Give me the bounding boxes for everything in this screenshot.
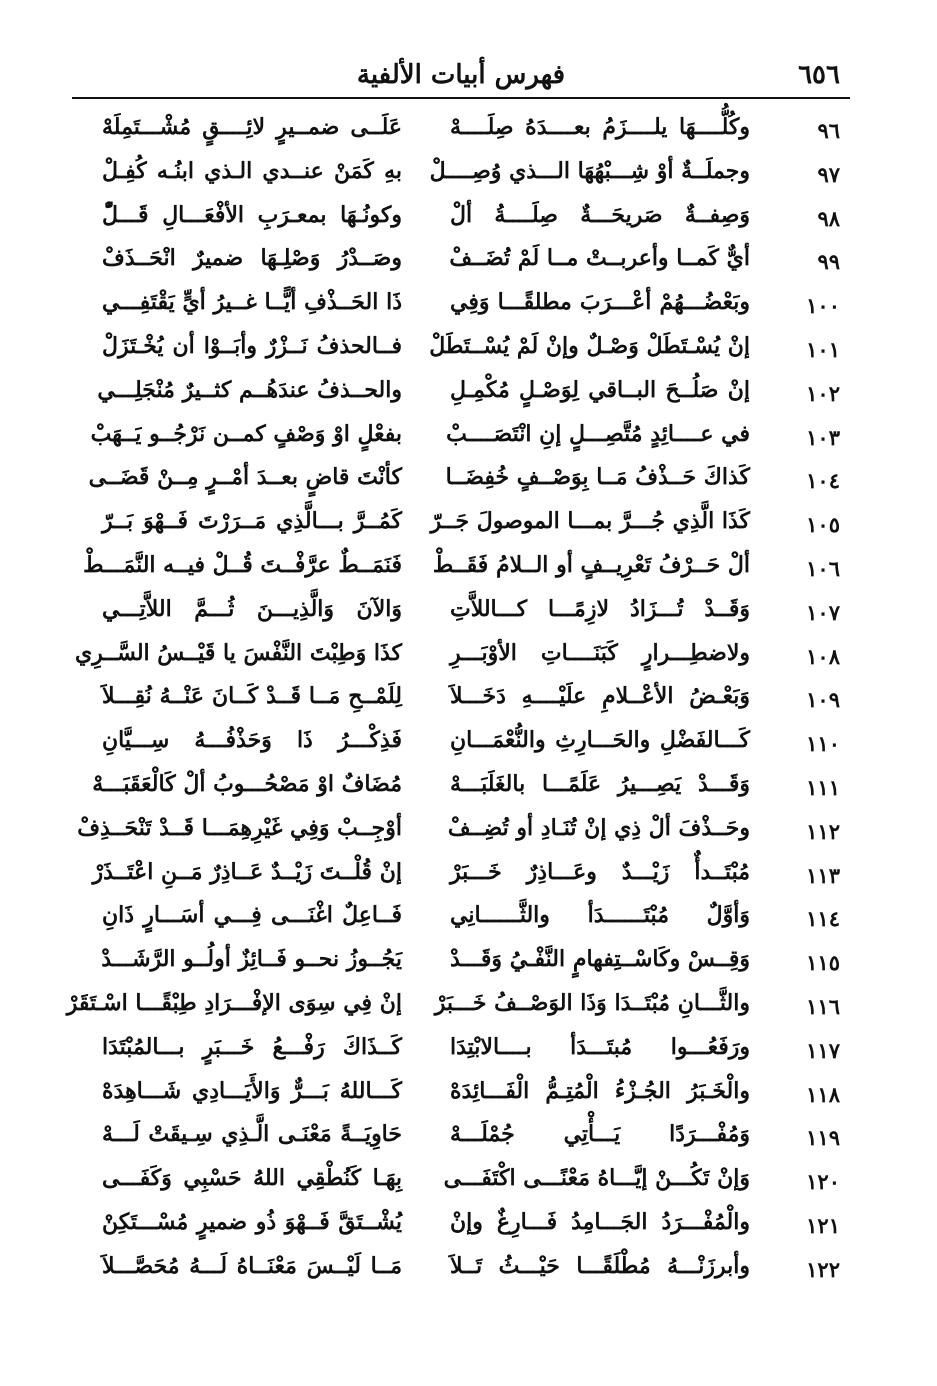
verse-first-hemistich: وَإنْ تَكُـــنْ إيَّـــاهُ مَعْنًـــى اكْتَفَـــى xyxy=(443,1165,750,1192)
verse-row xyxy=(72,638,850,682)
verse-number: ١٠٢ xyxy=(806,380,840,406)
verse-second-hemistich: ذَا الحَــذْفِ أيًّــا غــيرُ أيٍّ يَقْتَفِـــي xyxy=(102,289,402,316)
verse-number: ١٢٠ xyxy=(806,1169,840,1195)
verse-first-hemistich: ألْ حَــرْفُ تَعْرِيــفٍ أو الــلامُ فَقَــطْ xyxy=(432,551,750,578)
verse-row xyxy=(72,112,850,156)
verse-second-hemistich: لِلَمْــحِ مَــا قَــدْ كَــانَ عَنْــهُ نُقِـــلاَ xyxy=(102,683,402,710)
verse-first-hemistich: ولاضطِـــرارٍ كَبَنَــــاتِ الأوْبَـــرِ xyxy=(450,639,750,666)
verse-first-hemistich: مُبْتَــدأٌ زَيْـــدٌ وعَـــاذِرٌ خَـــبَرْ xyxy=(450,858,750,885)
verse-row xyxy=(72,550,850,594)
verse-second-hemistich: يُشْــتَقَّ فَــهْوَ ذُو ضميرٍ مُسْـــتَكِنْ xyxy=(102,1208,402,1235)
verse-number: ١١٧ xyxy=(806,1037,840,1063)
verse-first-hemistich: أيٌّ كَمــا وأعربــتْ مــا لَمْ تُضَــفْ xyxy=(449,245,750,272)
verse-row xyxy=(72,1119,850,1163)
verse-second-hemistich: مَــا لَيْــسَ مَعْنَــاهُ لَـــهُ مُحَصَّـــلاَ xyxy=(102,1252,402,1279)
verse-number: ١٠٤ xyxy=(806,468,840,494)
verse-row xyxy=(72,681,850,725)
verse-second-hemistich: بِهَـا كَنُطْقِي اللهُ حَسْبِي وَكَفَـــى xyxy=(102,1165,402,1192)
verse-row xyxy=(72,944,850,988)
verse-first-hemistich: في عــــائِدٍ مُتَّصِـــلٍ إنِ انْتَصَــــبْ xyxy=(446,420,750,447)
verse-second-hemistich: يَجُــوزُ نحــو فَــائِزٌ أولُــو الرَّشَـــدْ xyxy=(101,946,402,973)
verse-row xyxy=(72,594,850,638)
verse-row xyxy=(72,200,850,244)
verse-number: ١٠٠ xyxy=(806,293,840,319)
verse-number: ١١٤ xyxy=(806,906,840,932)
verse-second-hemistich: فــالحذفُ نَــزْرٌ وأبَــوْا أن يُخْـتَزَلْ xyxy=(102,332,402,359)
verse-second-hemistich: والحــذفُ عندَهُــم كثــيرٌ مُنْجَلِـــي xyxy=(97,376,402,403)
verse-first-hemistich: وَمُفْـــرَدًا يَـــأْتِي جُمْلَـــهْ xyxy=(450,1121,750,1148)
verse-first-hemistich: والْخَـبَرُ الجُـزْءُ الْمُتِـمُّ الْفَـــائِدَهْ xyxy=(450,1077,750,1104)
verse-number: ١٠١ xyxy=(806,336,840,362)
verse-second-hemistich: كأنْتَ قاضٍ بعــدَ أمْــرٍ مِــنْ قَضَــى xyxy=(88,464,402,491)
verse-first-hemistich: وَأوَّلٌ مُبْتَــــــدَأ والثَّــــــانِي xyxy=(450,902,750,929)
verse-row xyxy=(72,462,850,506)
verse-row xyxy=(72,769,850,813)
verse-row xyxy=(72,1076,850,1120)
verse-number: ١٠٥ xyxy=(806,512,840,538)
verse-number: ١٠٩ xyxy=(806,687,840,713)
verse-second-hemistich: فَذِكْـــرُ ذَا وَحَذْفُـــهُ سِـــيَّانِ xyxy=(102,727,402,754)
verse-second-hemistich: وَالآنَ وَالَّذِيـــنَ ثُـــمَّ اللاَّتِـــي xyxy=(102,595,402,622)
verse-number: ٩٨ xyxy=(817,205,840,231)
verse-second-hemistich: كَمُــرَّ بـــالَّذِي مَــرَرْتَ فَــهْوَ بَــرّ xyxy=(102,508,402,535)
verse-row xyxy=(72,900,850,944)
verse-first-hemistich: وَقِــسْ وكَاسْــتِفهامٍ النَّفْـيُ وَقَـــدْ xyxy=(450,946,750,973)
verse-number: ١٠٣ xyxy=(806,424,840,450)
verse-number: ١٠٧ xyxy=(806,599,840,625)
verse-first-hemistich: كَـــالفَضْلِ والحَـــارِثِ والنُّعْمَـــانِ xyxy=(450,727,750,754)
verse-second-hemistich: مُضَافٌ اوْ مَصْحُـــوبُ ألْ كَالْعَقَبَـــهْ xyxy=(92,770,402,797)
verse-first-hemistich: وحَــذْفَ ألْ ذِي إنْ تُنَـادِ أو تُضِــفْ xyxy=(447,814,750,841)
verse-first-hemistich: وَقَـــدْ يَصِـــيرُ عَلَمًـــا بالغَلَبَـــهْ xyxy=(450,770,750,797)
verse-number: ٩٩ xyxy=(817,249,840,275)
verse-number: ١١٣ xyxy=(806,862,840,888)
verse-row xyxy=(72,813,850,857)
page-number: ٦٥٦ xyxy=(798,60,840,90)
verse-number: ١١٩ xyxy=(806,1125,840,1151)
verse-number: ١١٨ xyxy=(806,1081,840,1107)
verse-number: ٩٦ xyxy=(817,118,840,143)
verse-row xyxy=(72,725,850,769)
verse-first-hemistich: إنْ صَلُــحَ البــاقي لِوَصْـلٍ مُكْمِـلِ xyxy=(450,376,750,403)
verse-second-hemistich: إنْ فِي سِوَى الإفْـــرَادِ طِبْقًـــا اسْـتَقَرْ xyxy=(66,989,402,1016)
page-header xyxy=(72,56,850,98)
verse-first-hemistich: كَذاكَ حَــذْفُ مَــا بِوَصْــفٍ خُفِضَــا xyxy=(445,464,750,491)
verse-second-hemistich: فَنَمَــطٌ عرَّفْــتَ قُــلْ فيــه النَّمَـــطْ xyxy=(83,551,402,578)
verse-number: ١٠٨ xyxy=(806,643,840,669)
verse-number: ١١٠ xyxy=(806,731,840,757)
verse-row xyxy=(72,243,850,287)
verse-row xyxy=(72,1032,850,1076)
verse-second-hemistich: كَـــاللهُ بَـــرٌّ وَالأَيَـــادِي شَـــاهِدَهْ xyxy=(102,1077,402,1104)
verse-second-hemistich: عَلَــى ضمــيرٍ لائِــــقٍ مُشْـــتَمِلَهْ xyxy=(102,114,402,140)
verse-first-hemistich: وجملَــةٌ أوْ شِـــبْهُهَا الـــذي وُصِــــلْ xyxy=(429,157,750,184)
verse-first-hemistich: والثَّـــانِ مُبْتَــدَا وَذَا الوَصْــفُ خَـــبَرْ xyxy=(434,989,750,1016)
verse-row xyxy=(72,156,850,200)
verse-first-hemistich: وكُلُّــــهَا يلــــزَمُ بعــــدَهُ صِلَــــهْ xyxy=(450,114,750,140)
verse-second-hemistich: إنْ قُلْــتَ زَيْــدٌ عَــاذِرٌ مَــنِ اعْتَــذَرْ xyxy=(92,858,402,885)
verse-row xyxy=(72,1251,850,1295)
header-rule xyxy=(72,97,850,99)
verse-row xyxy=(66,988,850,1032)
verse-first-hemistich: إنْ يُسْـتَطَلْ وَصْـلٌ وإنْ لَمْ يُسْــتَطَلْ xyxy=(429,332,750,359)
verse-second-hemistich: فَــاعِلٌ اغْنَـــى فِـــي أسَـــارٍ ذَانِ xyxy=(102,902,402,929)
verse-first-hemistich: وأبرزَنْـــهُ مُطْلَقًـــا حَيْـــثُ تَــلاَ xyxy=(450,1252,750,1279)
verse-number: ١٢١ xyxy=(806,1212,840,1238)
verse-row xyxy=(72,331,850,375)
verse-second-hemistich: وصَــدْرُ وَصْلِـهَا ضميرٌ انْحَــذَفْ xyxy=(102,245,402,272)
verse-first-hemistich: وَبَعْـضُ الأعْــلامِ علَيْــــهِ دَخَـــلاَ xyxy=(450,683,750,710)
verse-number: ١١٢ xyxy=(806,818,840,844)
verse-number: ٩٧ xyxy=(817,161,840,187)
verse-second-hemistich: كذَا وَطِبْتَ النَّفْسَ يا قَيْــسُ السَّــرِي xyxy=(74,639,402,666)
verse-second-hemistich: بفعْلٍ اوْ وَصْفٍ كمــن نَرْجُــو يَــهَبْ xyxy=(90,420,402,447)
verse-first-hemistich: وبَعْضُـــهُمْ أعْـــرَبَ مطلقًـــا وَفِي xyxy=(450,289,750,316)
verse-second-hemistich: وكونُـهَا بمعـرَبِ الأفْعَـــالِ قَـــلّْ xyxy=(102,201,402,228)
verse-row xyxy=(72,287,850,331)
verse-row xyxy=(72,1163,850,1207)
verse-row xyxy=(72,419,850,463)
verse-list xyxy=(66,112,850,1295)
verse-second-hemistich: أوْجِــبْ وَفِي غَيْرِهِمَـــا قَــدْ تَنْحَــذِفْ xyxy=(77,814,402,841)
verse-first-hemistich: كَذَا الَّذِي جُـــرَّ بمـــا الموصولَ جَــرّ xyxy=(430,508,750,535)
verse-row xyxy=(72,857,850,901)
verse-number: ١١٥ xyxy=(806,950,840,976)
verse-row xyxy=(72,1207,850,1251)
verse-second-hemistich: بهِ كَمَنْ عنــدي الـذي ابنُـه كُفِـلْ xyxy=(102,157,402,184)
verse-first-hemistich: ورَفَعُـــوا مُبتَـــدَأ بــــالابْتِدَا xyxy=(450,1033,750,1060)
verse-second-hemistich: حَاوِيَــةً مَعْنَـى الَّـذِي سِـيقَتْ لَـــهْ xyxy=(102,1121,402,1148)
running-title: فهرس أبيات الألفية xyxy=(356,60,566,90)
verse-number: ١٢٢ xyxy=(806,1256,840,1282)
verse-row xyxy=(72,375,850,419)
verse-row xyxy=(72,506,850,550)
verse-first-hemistich: وَقَــدْ تُـــزَادُ لازِمًـــا كـــاللاَّتِ xyxy=(450,595,750,622)
verse-number: ١١٦ xyxy=(806,993,840,1019)
verse-first-hemistich: وَصِفــةٌ صَريحَـــةٌ صِلَــــةُ ألْ xyxy=(450,201,750,228)
verse-number: ١١١ xyxy=(806,774,840,800)
verse-second-hemistich: كَــذَاكَ رَفْـــعُ خَـــبَرٍ بـــالمُبْتَدَا xyxy=(102,1033,402,1060)
verse-number: ١٠٦ xyxy=(806,555,840,581)
verse-first-hemistich: والْمُفْـــرَدُ الجَـــامِدُ فَـــارِغٌ وإنْ xyxy=(450,1208,750,1235)
